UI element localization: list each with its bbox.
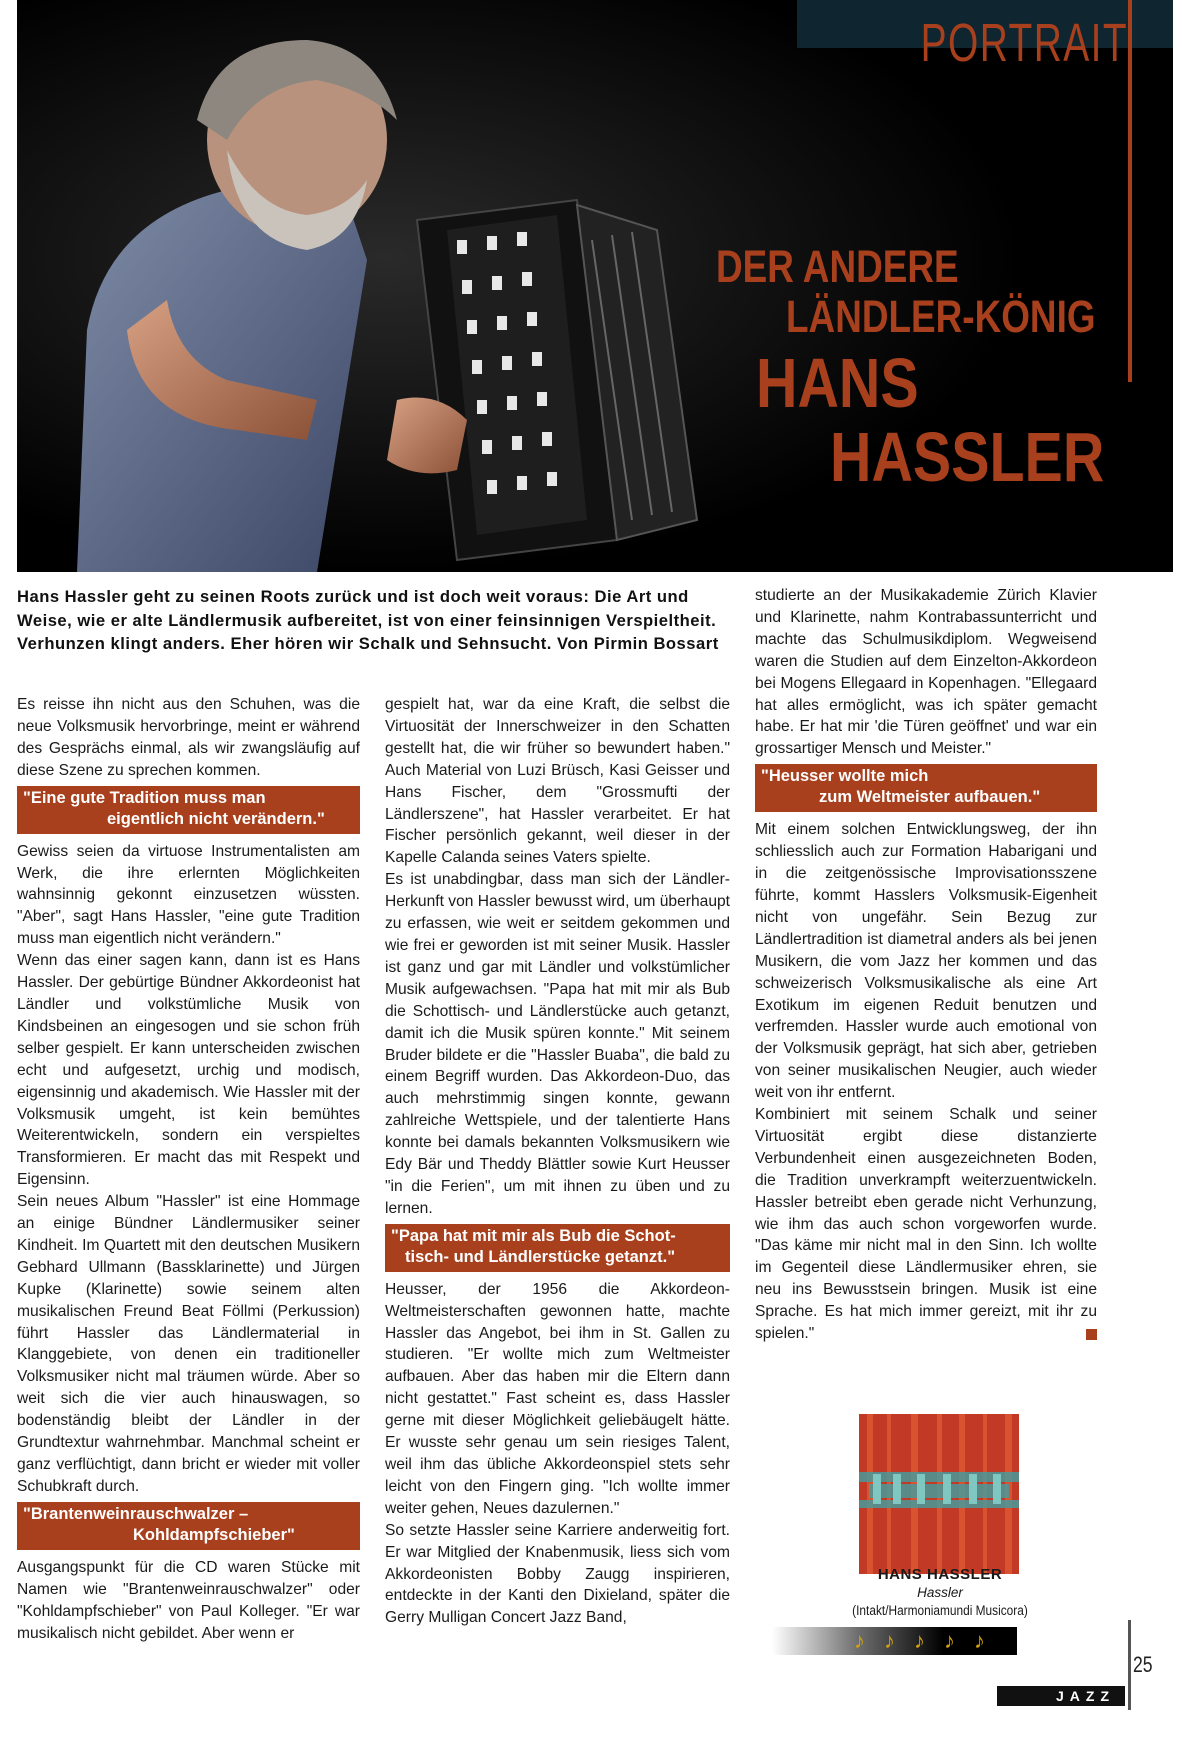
music-note-icon: ♪ [884,1628,895,1653]
paragraph: Heusser, der 1956 die Akkordeon-Weltmeisterschaften gewonnen hatte, machte Hassler das Angebot, bei ihm in St. Gallen zu studieren. "Er wollte mich zum Weltmeister aufbauen. Aber das haben mir die Eltern dann nicht gestattet." Fast scheint es, dass Hassler gerne mit dieser Möglichkeit geliebäugelt hätte. Er wusste sehr genau um sein riesiges Talent, weil ihm das übliche Akkordeonspiel stets sehr leicht von den Fingern ging. "Ich wollte immer weiter gehen, Neues dazulernen." [385,1280,730,1517]
cd-artist: HANS HASSLER [877,1566,1003,1583]
headline-name-first: HANS [756,344,919,422]
pull-quote-line: "Eine gute Tradition muss man [23,788,266,807]
paragraph: Es reisse ihn nicht aus den Schuhen, was die neue Volksmusik hervorbringe, meint er während des Gesprächs einmal, als wir zwangsläufig auf diese Szene zu sprechen kommen. [17,696,360,779]
column-2 [385,694,730,1629]
cd-label: (Intakt/Harmoniamundi Musicora) [852,1603,1028,1618]
footer-section-label: JAZZ [1056,1688,1115,1704]
pull-quote [17,1502,360,1550]
paragraph: Gewiss seien da virtuose Instrumentalisten am Werk, die ihre erlernten Möglichkeiten wahnsinnig gekonnt einzusetzen wüssten. "Aber", sagt Hans Hassler, "eine gute Tradition muss man eigentlich nicht verändern." [17,842,360,948]
pull-quote [385,1224,730,1272]
paragraph: Mit einem solchen Entwicklungsweg, der ihn schliesslich auch zur Formation Habarigani und in die zeitgenössische Improvisationsszene führte, kommt Hasslers Volksmusik-Eigenheit nicht von ungefähr. Sein Bezug zur Ländlertradition ist diametral anders als bei jenen Musikern, die vom Jazz her kommen und das schweizerisch Volksmusikalische als eine Art Exotikum im eigenen Reduit benutzen und verfremden. Hassler wurde auch emotional von der Volksmusik geprägt, hat sich aber, getrieben von seiner musikalischen Neugier, auch wieder weit von ihr entfernt. [755,821,1097,1102]
paragraph: gespielt hat, war da eine Kraft, die selbst die Virtuosität der Innerschweizer in den Schatten gestellt hat, die wir früher so bewundert haben." Auch Material von Luzi Brüsch, Kasi Geisser und Hans Fischer, dem "Grossmufti der Ländlerszene", hat Hassler verarbeitet. Er hat Fischer persönlich gekannt, weil dieser in der Kapelle Calanda seines Vaters spielte. [385,696,730,867]
paragraph: Wenn das einer sagen kann, dann ist es Hans Hassler. Der gebürtige Bündner Akkordeonist hat Ländler und volkstümliche Musik von Kindsbeinen an eingesogen und sie schon früh selber gespielt. Er kann unterscheiden zwischen echt und aufgesetzt, urchig und modisch, eigensinnig und akademisch. Wie Hassler mit der Volksmusik umgeht, ist kein bemühtes Weiterentwickeln, sondern ein verspieltes Transformieren. Er macht das mit Respekt und Eigensinn. [17,952,360,1189]
pull-quote-line: "Papa hat mit mir als Bub die Schot- [391,1226,676,1245]
headline [0,0,1190,572]
paragraph-text: Kombiniert mit seinem Schalk und seiner Virtuosität ergibt diese distanzierte Verbundenheit einen ausgezeichneten Boden, die Tradition unverkrampft weiterzuentwickeln. Hassler betreibt eben gerade nicht Verhunzung, wie ihm das auch schon vorgeworfen wurde. "Das käme mir nicht mal in den Sinn. Ich wollte im Gegenteil diese Ländlermusiker ehren, sie neu ins Bewusstsein bringen. Musik ist eine Sprache. Es hat mich immer gereizt, mit ihr zu spielen." [755,1106,1097,1343]
lead-paragraph: Hans Hassler geht zu seinen Roots zurück und ist doch weit voraus: Die Art und Weise, wie er alte Ländlermusik aufbereitet, ist von einer feinsinnigen Verspieltheit. Verhunzen klingt anders. Eher hören wir Schalk und Sehnsucht. Von Pirmin Bossart [17,587,719,653]
pull-quote-line: Kohldampfschieber" [133,1525,295,1544]
paragraph: studierte an der Musikakademie Zürich Klavier und Klarinette, nahm Kontrabassunterricht und machte das Schulmusikdiplom. Wegweisend waren die Studien auf dem Einzelton-Akkordeon bei Mogens Ellegaard in Kopenhagen. "Ellegaard hat alles ermöglicht, was ich später gemacht habe. Er hat mir 'die Türen geöffnet' und war ein grossartiger Mensch und Meister." [755,587,1097,758]
pull-quote [755,764,1097,812]
page-rule [1128,1620,1131,1710]
paragraph: Ausgangspunkt für die CD waren Stücke mit Namen wie "Brantenweinrauschwalzer" oder "Kohldampfschieber" von Paul Kolleger. "Er war musikalisch nicht gebildet. Aber wenn er [17,1558,360,1642]
pull-quote-line: eigentlich nicht verändern." [107,809,325,828]
paragraph: Sein neues Album "Hassler" ist eine Hommage an einige Bündner Ländlermusiker seiner Kindheit. Im Quartett mit den deutschen Musikern Gebhard Ullmann (Bassklarinette) und Jürgen Kupke (Klarinette) sowie seinem alten musikalischen Freund Beat Föllmi (Perkussion) führt Hassler das Ländlermaterial in Klanggebiete, von denen ein traditioneller Volksmusiker nicht mal träumen würde. Aber so weit sich die vier auch hinauswagen, so bodenständig bleibt der Ländler in der Grundtextur wahrnehmbar. Manchmal scheint er ganz verflüchtigt, dann bricht er wieder mit voller Schubkraft durch. [17,1193,360,1495]
music-note-icon: ♪ [854,1628,865,1653]
pull-quote [17,786,360,834]
pull-quote-line: zum Weltmeister aufbauen." [819,788,1041,807]
rating-bar [772,1627,1017,1655]
end-mark-icon [1086,1329,1097,1340]
pull-quote-line: tisch- und Ländlerstücke getanzt." [405,1247,676,1266]
paragraph [755,1104,1097,1345]
paragraph: So setzte Hassler seine Karriere anderweitig fort. Er war Mitglied der Knabenmusik, liess sich vom Akkordeonisten Bobby Zaugg inspirieren, entdeckte in der Kanti den Dixieland, später die Gerry Mulligan Concert Jazz Band, [385,1521,730,1627]
music-note-icon: ♪ [944,1628,955,1653]
pull-quote-line: "Heusser wollte mich [761,767,929,786]
column-3 [755,585,1097,1345]
pull-quote-line: "Brantenweinrauschwalzer – [23,1504,249,1523]
cd-album: Hassler [917,1585,963,1600]
headline-line-2: LÄNDLER-KÖNIG [786,291,1096,342]
music-note-icon: ♪ [974,1628,985,1653]
cd-cover [859,1414,1019,1574]
headline-line-1: DER ANDERE [716,241,959,292]
paragraph: Es ist unabdingbar, dass man sich der Ländler-Herkunft von Hassler bewusst wird, um überhaupt zu erfassen, wie weit er seitdem gekommen und wie frei er geworden ist mit seiner Musik. Hassler ist ganz und gar mit Ländler und volkstümlicher Musik aufgewachsen. "Papa hat mit mir als Bub die Schottisch- und Ländlerstücke auch getanzt, damit ich die Musik spüren konnte." Mit seinem Bruder bildete er die "Hassler Buaba", die bald zu einem Begriff wurden. Das Akkordeon-Duo, das auch mehrstimmig singen konnte, gewann zahlreiche Wettspiele, und der talentierte Hans konnte bei damals bekannten Volksmusikern wie Edy Bär und Theddy Blättler sowie Kurt Heusser "in die Ferien", um mit ihnen zu üben und zu lernen. [385,871,730,1217]
section-title: PORTRAIT [920,13,1128,73]
column-1 [17,694,360,1644]
headline-name-last: HASSLER [830,418,1105,496]
music-note-icon: ♪ [914,1628,925,1653]
cd-cover-art [859,1414,1019,1574]
page-number: 25 [1133,1652,1153,1677]
